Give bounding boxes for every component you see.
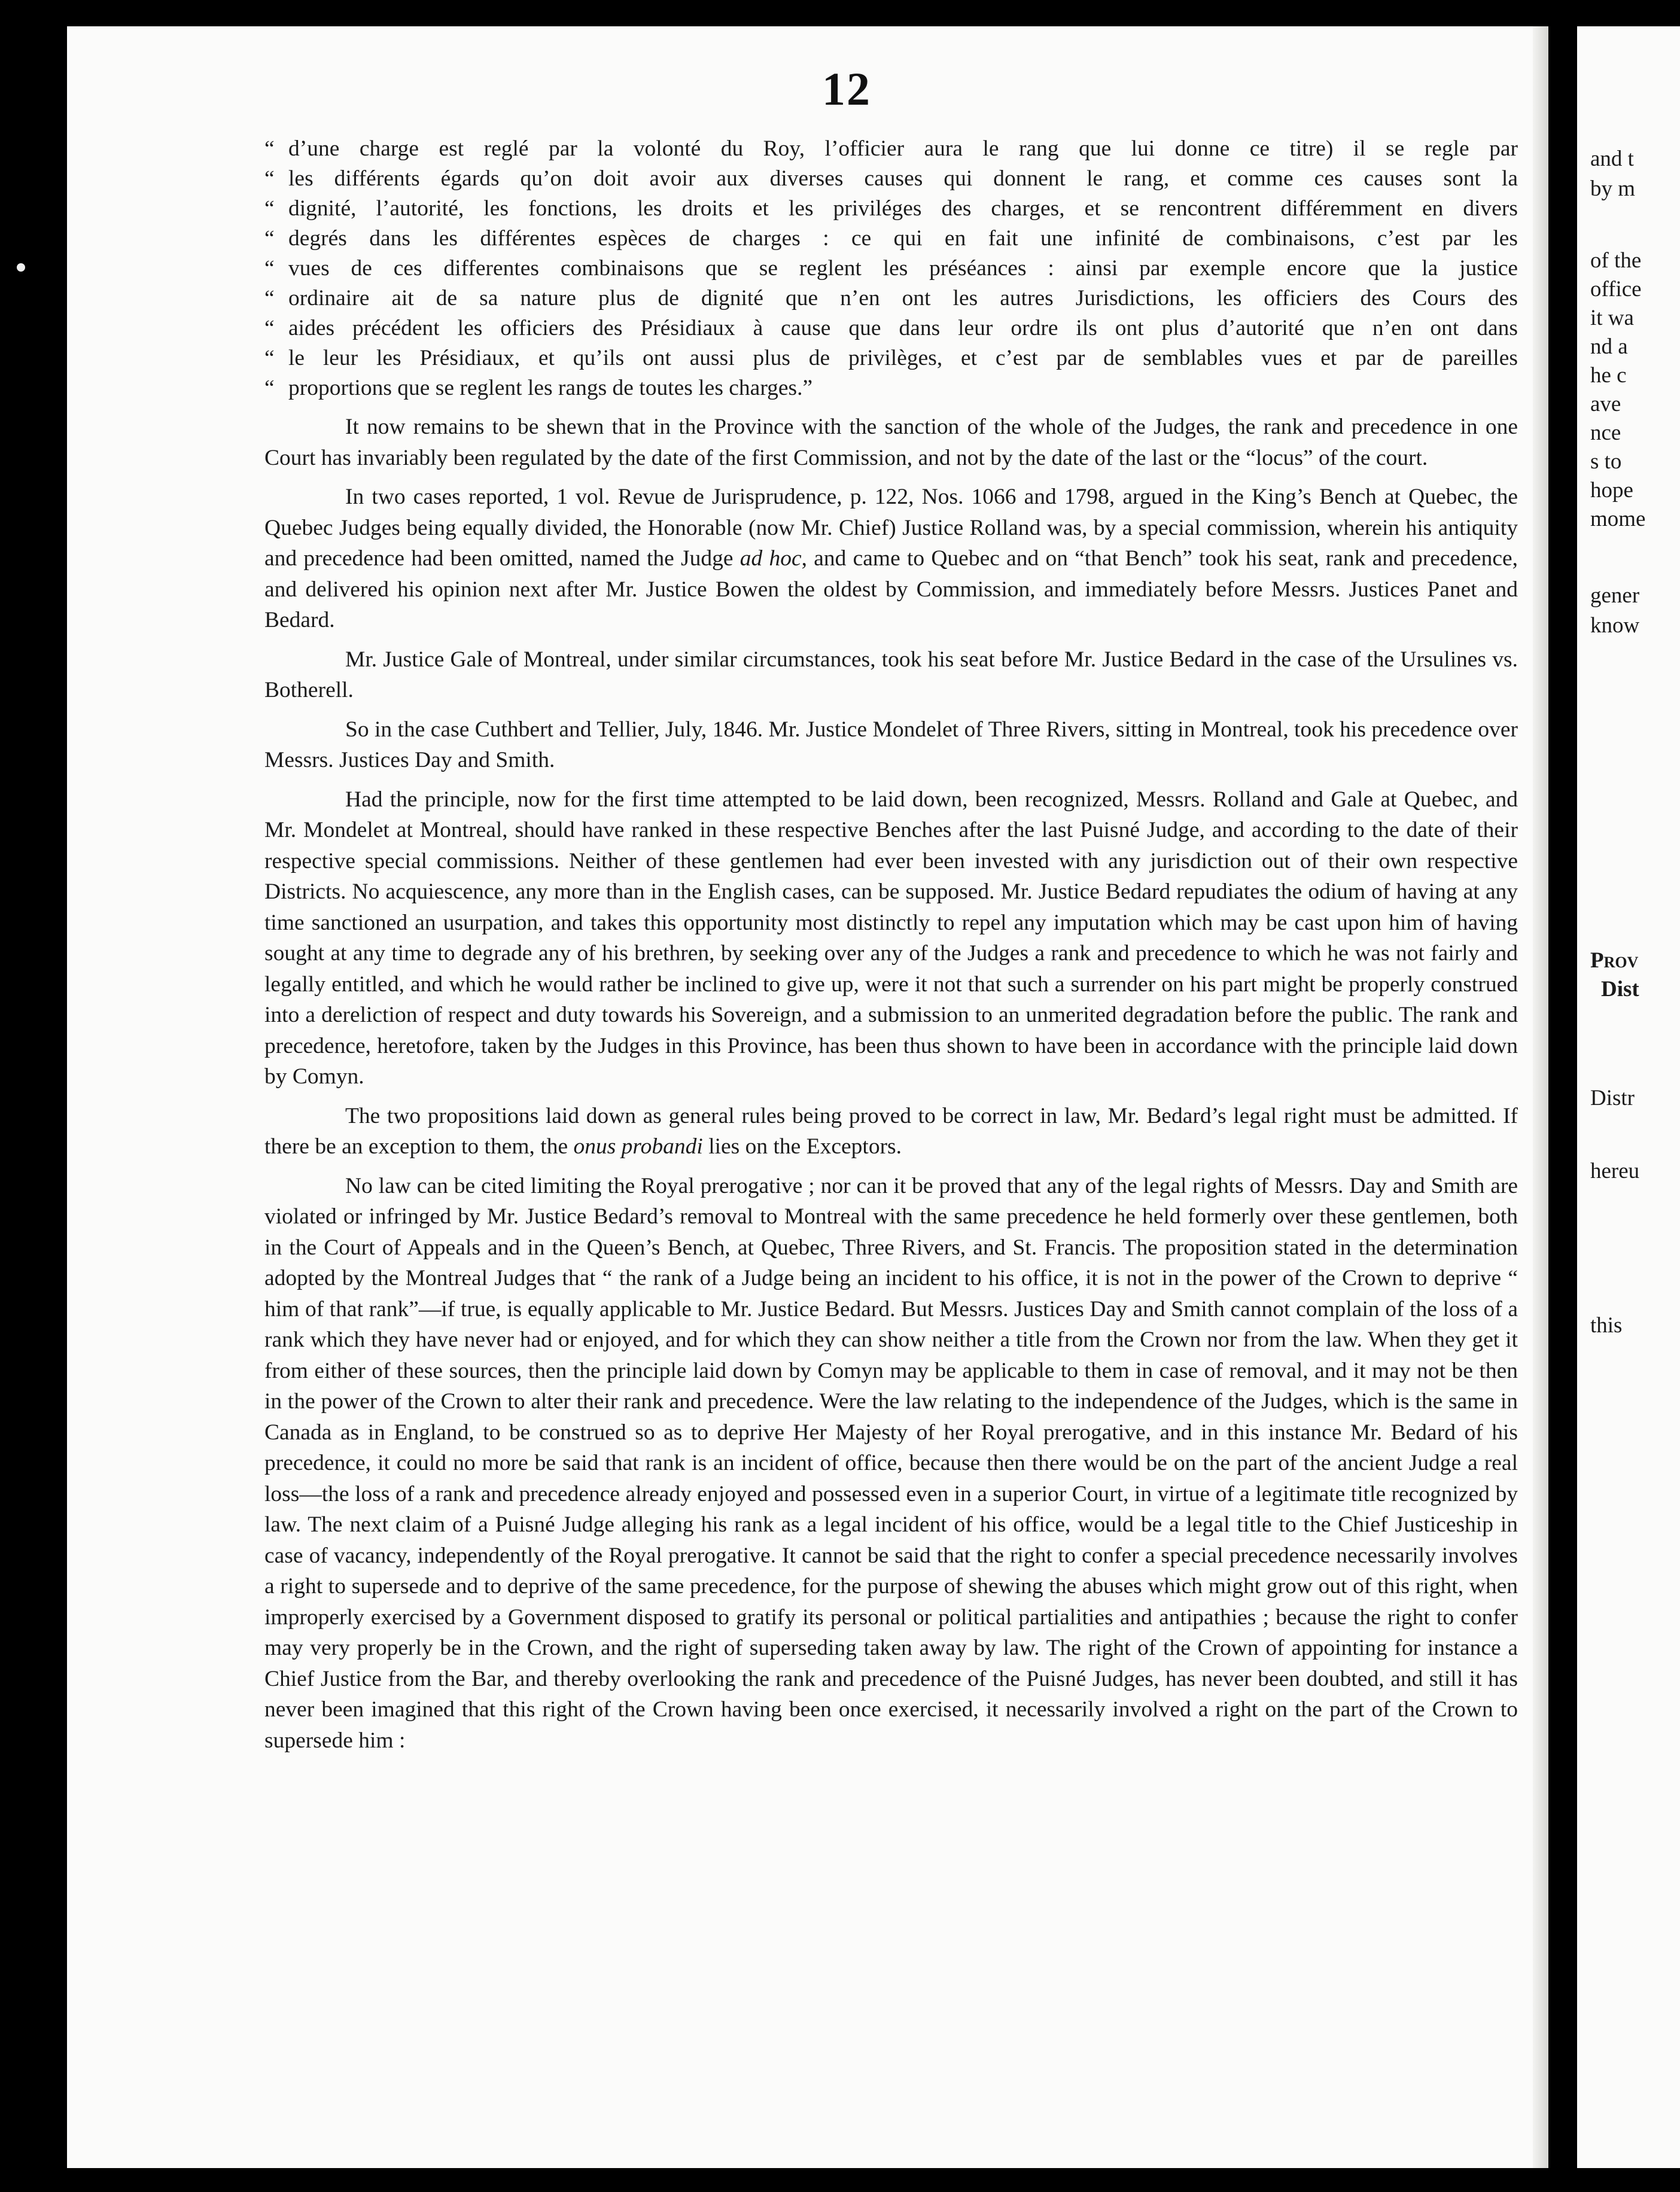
next-page-fragment: it wa: [1590, 306, 1634, 330]
quote-mark: “: [264, 376, 275, 400]
paragraph: Mr. Justice Gale of Montreal, under similar circumstances, took his seat before Mr. Justice Bedard in the case of the Ursulines vs. Botherell.: [264, 647, 1518, 702]
quote-line-text: dignité, l’autorité, les fonctions, les droits et les priviléges des charges, et se rencontrent différemment en divers: [288, 196, 1518, 221]
quote-line: [264, 134, 1518, 164]
page-number: 12: [822, 63, 871, 115]
quote-line-text: le leur les Présidiaux, et qu’ils ont aussi plus de privilèges, et c’est par de semblables vues et par de pareilles: [288, 346, 1518, 370]
quote-line: [264, 164, 1518, 194]
document-page: [67, 26, 1548, 2168]
quote-mark: “: [264, 226, 275, 251]
quote-line: [264, 343, 1518, 373]
quote-line-text: d’une charge est reglé par la volonté du Roy, l’officier aura le rang que lui donne ce titre) il se regle par: [288, 136, 1518, 161]
next-page-fragment: by m: [1590, 176, 1636, 201]
body-text: [264, 134, 1518, 1756]
gutter-speck: [17, 263, 25, 272]
quote-line-text: ordinaire ait de sa nature plus de dignité que n’en ont les autres Jurisdictions, les officiers des Cours des: [288, 286, 1518, 310]
next-page-fragment: mome: [1590, 507, 1646, 531]
paragraph: It now remains to be shewn that in the Province with the sanction of the whole of the Judges, the rank and precedence in one Court has invariably been regulated by the date of the first Commission, and not by the date of the last or the “locus” of the court.: [264, 415, 1518, 470]
paragraph: In two cases reported, 1 vol. Revue de Jurisprudence, p. 122, Nos. 1066 and 1798, argued in the King’s Bench at Quebec, the Quebec Judges being equally divided, the Honorable (now Mr. Chief) Justice Rolland was, by a special commission, wherein his antiquity and precedence had been omitted, named the Judge ad hoc, and came to Quebec and on “that Bench” took his seat, rank and precedence, and delivered his opinion next after Mr. Justice Bowen the oldest by Commission, and immediately before Messrs. Justices Panet and Bedard.: [264, 485, 1518, 632]
paragraph: So in the case Cuthbert and Tellier, July, 1846. Mr. Justice Mondelet of Three Rivers, sitting in Montreal, took his precedence over Messrs. Justices Day and Smith.: [264, 717, 1518, 772]
quote-mark: “: [264, 316, 275, 340]
next-page-fragment: ave: [1590, 392, 1621, 416]
french-quotation: [264, 134, 1518, 403]
next-page-fragment: office: [1590, 277, 1642, 302]
quote-line-text: les différents égards qu’on doit avoir aux diverses causes qui donnent le rang, et comme ces causes sont la: [288, 166, 1518, 191]
quote-mark: “: [264, 286, 275, 310]
next-page-fragment: and t: [1590, 147, 1634, 171]
next-page-fragment: nd a: [1590, 334, 1628, 359]
quote-line: [264, 284, 1518, 313]
quote-mark: “: [264, 346, 275, 370]
next-page-fragment: Distr: [1590, 1086, 1635, 1110]
next-page-edge: [1577, 26, 1680, 2168]
paragraph: The two propositions laid down as general rules being proved to be correct in law, Mr. Bedard’s legal right must be admitted. If there be an exception to them, the onus probandi lies on the Exceptors.: [264, 1103, 1518, 1159]
next-page-fragment: this: [1590, 1313, 1623, 1338]
next-page-fragment: he c: [1590, 363, 1627, 388]
next-page-fragment: s to: [1590, 449, 1622, 474]
quote-line: [264, 313, 1518, 343]
quote-mark: “: [264, 136, 275, 161]
quote-line-text: proportions que se reglent les rangs de toutes les charges.”: [288, 376, 813, 400]
next-page-fragment: Dist: [1601, 977, 1639, 1001]
next-page-fragment: Prov: [1590, 948, 1639, 973]
quote-mark: “: [264, 196, 275, 221]
quote-line-text: aides précédent les officiers des Présidiaux à cause que dans leur ordre ils ont plus d’autorité que n’en ont dans: [288, 316, 1518, 340]
next-page-fragment: hereu: [1590, 1159, 1640, 1183]
page-edge-shadow: [1533, 26, 1548, 2168]
next-page-fragment: of the: [1590, 248, 1642, 273]
paragraph: Had the principle, now for the first time attempted to be laid down, been recognized, Messrs. Rolland and Gale at Quebec, and Mr. Mondelet at Montreal, should have ranked in these respective Benches after the last Puisné Judge, and according to the date of their respective special commissions. Neither of these gentlemen had ever been invested with any jurisdiction out of their own respective Districts. No acquiescence, any more than in the English cases, can be supposed. Mr. Justice Bedard repudiates the odium of having at any time sanctioned an usurpation, and takes this opportunity most distinctly to repel any imputation which may be cast upon him of having sought at any time to degrade any of his brethren, by seeking over any of the Judges a rank and precedence to which he was not fairly and legally entitled, and which he would rather be inclined to give up, were it not that such a surrender on his part might be properly construed into a dereliction of respect and duty towards his Sovereign, and a submission to an unmerited degradation before the public. The rank and precedence, heretofore, taken by the Judges in this Province, has been thus shown to have been in accordance with the principle laid down by Comyn.: [264, 787, 1518, 1089]
quote-mark: “: [264, 256, 275, 281]
quote-mark: “: [264, 166, 275, 191]
quote-line-text: degrés dans les différentes espèces de charges : ce qui en fait une infinité de combinaisons, c’est par les: [288, 226, 1518, 251]
quote-line: [264, 194, 1518, 224]
next-page-fragment: nce: [1590, 421, 1621, 445]
quote-line: [264, 224, 1518, 254]
quote-line-text: vues de ces differentes combinaisons que se reglent les préséances : ainsi par exemple encore que la justice: [288, 256, 1518, 281]
next-page-fragment: gener: [1590, 583, 1640, 608]
quote-line: [264, 254, 1518, 284]
quote-line: [264, 373, 1518, 403]
paragraph: No law can be cited limiting the Royal prerogative ; nor can it be proved that any of the legal rights of Messrs. Day and Smith are violated or infringed by Mr. Justice Bedard’s removal to Montreal with the same precedence he held formerly over these gentlemen, both in the Court of Appeals and in the Queen’s Bench, at Quebec, Three Rivers, and St. Francis. The proposition stated in the determination adopted by the Montreal Judges that “ the rank of a Judge being an incident to his office, it is not in the power of the Crown to deprive “ him of that rank”—if true, is equally applicable to Mr. Justice Bedard. But Messrs. Justices Day and Smith cannot complain of the loss of a rank which they have never had or enjoyed, and for which they can show neither a title from the Crown nor from the law. When they get it from either of these sources, then the principle laid down by Comyn may be applicable to them in case of removal, and it may not be then in the power of the Crown to alter their rank and precedence. Were the law relating to the independence of the Judges, which is the same in Canada as in England, to be construed so as to deprive Her Majesty of her Royal prerogative, and in this instance Mr. Bedard of his precedence, it could no more be said that rank is an incident of office, because then there would be on the part of the ancient Judge a real loss—the loss of a rank and precedence already enjoyed and possessed even in a superior Court, in virtue of a legitimate title recognized by law. The next claim of a Puisné Judge alleging his rank as a legal incident of his office, would be a legal title to the Chief Justiceship in case of vacancy, independently of the Royal prerogative. It cannot be said that the right to confer a special precedence necessarily involves a right to supersede and to deprive of the same precedence, for the purpose of shewing the abuses which might grow out of this right, when improperly exercised by a Government disposed to gratify its personal or political partialities and antipathies ; because the right to confer may very properly be in the Crown, and the right of superseding taken away by law. The right of the Crown of appointing for instance a Chief Justice from the Bar, and thereby overlooking the rank and precedence of the Puisné Judges, has never been doubted, and still it has never been imagined that this right of the Crown having been once exercised, it necessarily involved a right on the part of the Crown to supersede him :: [264, 1173, 1518, 1753]
next-page-fragment: know: [1590, 613, 1640, 638]
next-page-fragment: hope: [1590, 478, 1633, 503]
